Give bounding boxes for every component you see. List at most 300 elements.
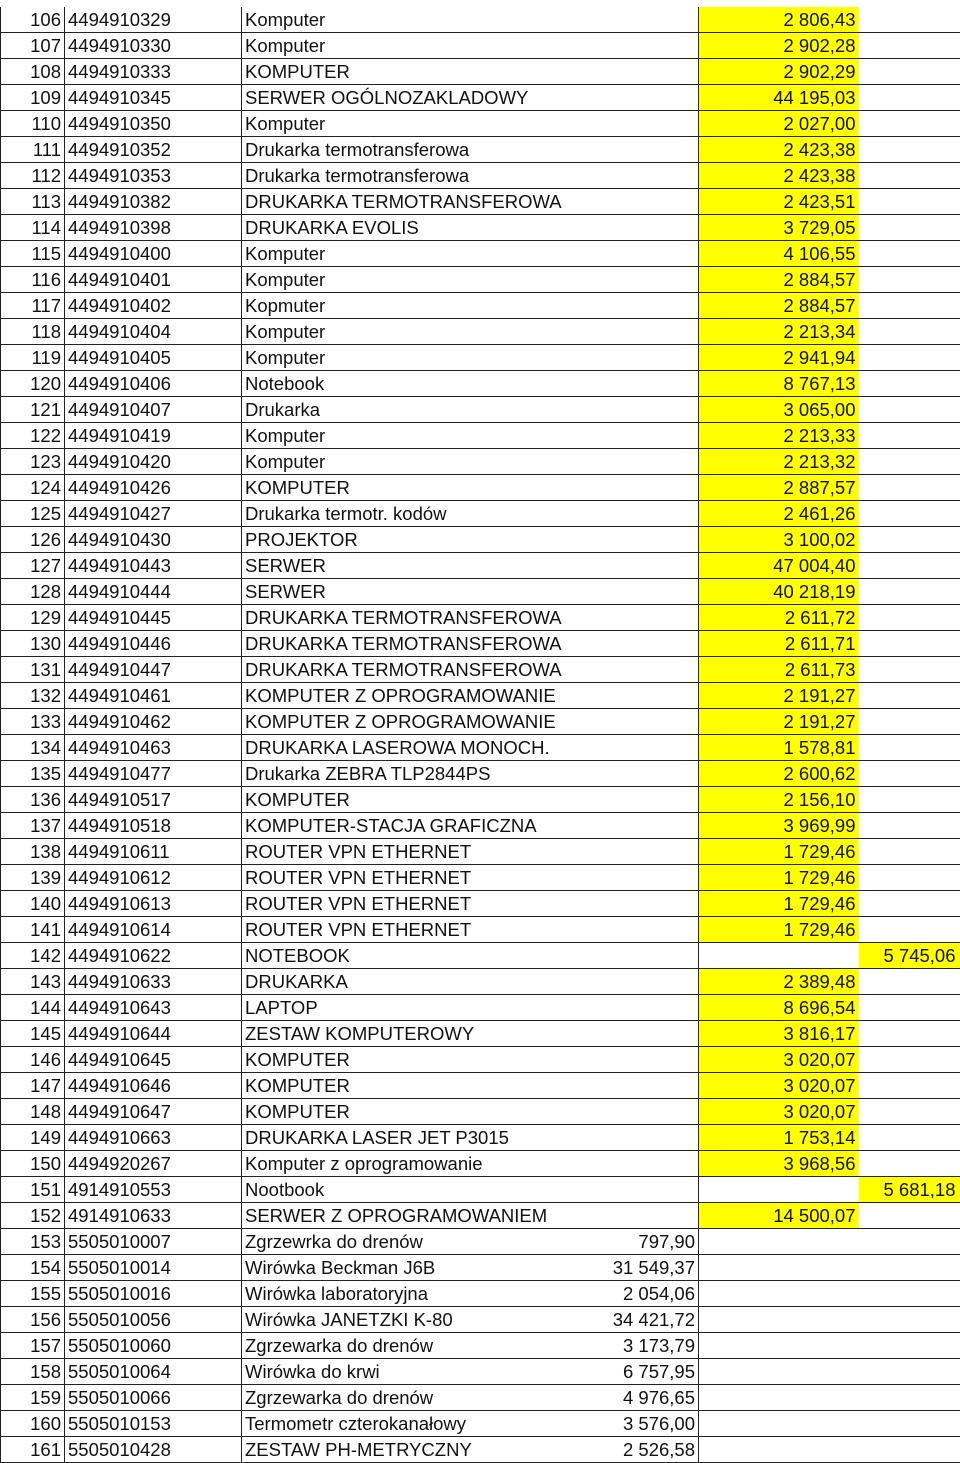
- value-cell-2[interactable]: 3 100,02: [699, 527, 859, 553]
- value-cell-2[interactable]: 2 902,28: [699, 33, 859, 59]
- row-number-cell[interactable]: 125: [1, 501, 65, 527]
- value-cell-3[interactable]: [859, 1333, 960, 1359]
- value-cell-2[interactable]: 2 611,71: [699, 631, 859, 657]
- value-cell-1[interactable]: [604, 1047, 699, 1073]
- asset-code-cell[interactable]: 5505010056: [65, 1307, 242, 1333]
- value-cell-2[interactable]: [699, 1411, 859, 1437]
- asset-code-cell[interactable]: 4494910402: [65, 293, 242, 319]
- asset-code-cell[interactable]: 4494910430: [65, 527, 242, 553]
- asset-code-cell[interactable]: 4494910400: [65, 241, 242, 267]
- row-number-cell[interactable]: 131: [1, 657, 65, 683]
- asset-code-cell[interactable]: 5505010016: [65, 1281, 242, 1307]
- value-cell-3[interactable]: [859, 1437, 960, 1463]
- value-cell-3[interactable]: [859, 527, 960, 553]
- value-cell-3[interactable]: [859, 735, 960, 761]
- value-cell-3[interactable]: [859, 1281, 960, 1307]
- asset-code-cell[interactable]: 4494910350: [65, 111, 242, 137]
- value-cell-1[interactable]: [604, 709, 699, 735]
- value-cell-2[interactable]: 3 020,07: [699, 1099, 859, 1125]
- asset-name-cell[interactable]: Drukarka termotransferowa: [242, 163, 604, 189]
- asset-name-cell[interactable]: KOMPUTER: [242, 787, 604, 813]
- asset-name-cell[interactable]: KOMPUTER: [242, 475, 604, 501]
- row-number-cell[interactable]: 152: [1, 1203, 65, 1229]
- asset-code-cell[interactable]: 4494910444: [65, 579, 242, 605]
- value-cell-3[interactable]: [859, 787, 960, 813]
- asset-name-cell[interactable]: Komputer: [242, 111, 604, 137]
- value-cell-3[interactable]: [859, 241, 960, 267]
- asset-code-cell[interactable]: 4494910382: [65, 189, 242, 215]
- row-number-cell[interactable]: 107: [1, 33, 65, 59]
- asset-code-cell[interactable]: 4494910352: [65, 137, 242, 163]
- value-cell-1[interactable]: [604, 267, 699, 293]
- value-cell-1[interactable]: [604, 683, 699, 709]
- value-cell-2[interactable]: 2 423,38: [699, 163, 859, 189]
- value-cell-1[interactable]: [604, 345, 699, 371]
- value-cell-2[interactable]: 1 729,46: [699, 839, 859, 865]
- value-cell-3[interactable]: [859, 293, 960, 319]
- asset-name-cell[interactable]: ROUTER VPN ETHERNET: [242, 891, 604, 917]
- value-cell-3[interactable]: [859, 761, 960, 787]
- row-number-cell[interactable]: 138: [1, 839, 65, 865]
- asset-code-cell[interactable]: 4494910613: [65, 891, 242, 917]
- value-cell-1[interactable]: [604, 1177, 699, 1203]
- value-cell-1[interactable]: [604, 293, 699, 319]
- asset-name-cell[interactable]: ROUTER VPN ETHERNET: [242, 839, 604, 865]
- value-cell-2[interactable]: 2 941,94: [699, 345, 859, 371]
- value-cell-2[interactable]: 1 729,46: [699, 865, 859, 891]
- value-cell-2[interactable]: 3 020,07: [699, 1073, 859, 1099]
- value-cell-3[interactable]: [859, 709, 960, 735]
- value-cell-1[interactable]: [604, 943, 699, 969]
- value-cell-1[interactable]: [604, 501, 699, 527]
- asset-code-cell[interactable]: 4494910401: [65, 267, 242, 293]
- asset-code-cell[interactable]: 4494910643: [65, 995, 242, 1021]
- asset-name-cell[interactable]: KOMPUTER: [242, 1099, 604, 1125]
- row-number-cell[interactable]: 148: [1, 1099, 65, 1125]
- value-cell-2[interactable]: 8 696,54: [699, 995, 859, 1021]
- value-cell-2[interactable]: [699, 1437, 859, 1463]
- asset-code-cell[interactable]: 5505010066: [65, 1385, 242, 1411]
- asset-name-cell[interactable]: KOMPUTER Z OPROGRAMOWANIE: [242, 683, 604, 709]
- value-cell-2[interactable]: 2 423,38: [699, 137, 859, 163]
- row-number-cell[interactable]: 153: [1, 1229, 65, 1255]
- value-cell-3[interactable]: [859, 163, 960, 189]
- value-cell-3[interactable]: [859, 1359, 960, 1385]
- row-number-cell[interactable]: 145: [1, 1021, 65, 1047]
- asset-name-cell[interactable]: DRUKARKA TERMOTRANSFEROWA: [242, 657, 604, 683]
- value-cell-2[interactable]: 3 968,56: [699, 1151, 859, 1177]
- value-cell-1[interactable]: [604, 1021, 699, 1047]
- value-cell-1[interactable]: [604, 371, 699, 397]
- asset-name-cell[interactable]: DRUKARKA: [242, 969, 604, 995]
- value-cell-3[interactable]: 5 681,18: [859, 1177, 960, 1203]
- asset-code-cell[interactable]: 4494910353: [65, 163, 242, 189]
- asset-name-cell[interactable]: KOMPUTER-STACJA GRAFICZNA: [242, 813, 604, 839]
- value-cell-2[interactable]: [699, 1333, 859, 1359]
- value-cell-3[interactable]: [859, 111, 960, 137]
- value-cell-3[interactable]: [859, 423, 960, 449]
- row-number-cell[interactable]: 111: [1, 137, 65, 163]
- asset-code-cell[interactable]: 5505010007: [65, 1229, 242, 1255]
- row-number-cell[interactable]: 161: [1, 1437, 65, 1463]
- asset-name-cell[interactable]: DRUKARKA LASER JET P3015: [242, 1125, 604, 1151]
- asset-name-cell[interactable]: Zgrzewarka do drenów: [242, 1385, 604, 1411]
- row-number-cell[interactable]: 143: [1, 969, 65, 995]
- row-number-cell[interactable]: 149: [1, 1125, 65, 1151]
- value-cell-3[interactable]: [859, 501, 960, 527]
- value-cell-2[interactable]: 1 753,14: [699, 1125, 859, 1151]
- value-cell-1[interactable]: [604, 839, 699, 865]
- asset-code-cell[interactable]: 4494910517: [65, 787, 242, 813]
- asset-code-cell[interactable]: 4494910333: [65, 59, 242, 85]
- value-cell-1[interactable]: 6 757,95: [604, 1359, 699, 1385]
- asset-name-cell[interactable]: SERWER: [242, 553, 604, 579]
- asset-name-cell[interactable]: LAPTOP: [242, 995, 604, 1021]
- asset-code-cell[interactable]: 4494920267: [65, 1151, 242, 1177]
- asset-code-cell[interactable]: 4494910644: [65, 1021, 242, 1047]
- row-number-cell[interactable]: 126: [1, 527, 65, 553]
- asset-name-cell[interactable]: KOMPUTER Z OPROGRAMOWANIE: [242, 709, 604, 735]
- value-cell-3[interactable]: [859, 345, 960, 371]
- row-number-cell[interactable]: 133: [1, 709, 65, 735]
- value-cell-2[interactable]: 3 969,99: [699, 813, 859, 839]
- asset-name-cell[interactable]: SERWER: [242, 579, 604, 605]
- row-number-cell[interactable]: 135: [1, 761, 65, 787]
- value-cell-3[interactable]: [859, 137, 960, 163]
- row-number-cell[interactable]: 123: [1, 449, 65, 475]
- value-cell-2[interactable]: [699, 1385, 859, 1411]
- value-cell-1[interactable]: [604, 85, 699, 111]
- value-cell-1[interactable]: [604, 1073, 699, 1099]
- asset-name-cell[interactable]: Kopmuter: [242, 293, 604, 319]
- value-cell-1[interactable]: [604, 969, 699, 995]
- asset-name-cell[interactable]: Komputer: [242, 423, 604, 449]
- value-cell-3[interactable]: 5 745,06: [859, 943, 960, 969]
- row-number-cell[interactable]: 118: [1, 319, 65, 345]
- value-cell-3[interactable]: [859, 553, 960, 579]
- value-cell-1[interactable]: [604, 1099, 699, 1125]
- asset-code-cell[interactable]: 4494910406: [65, 371, 242, 397]
- row-number-cell[interactable]: 151: [1, 1177, 65, 1203]
- value-cell-1[interactable]: [604, 319, 699, 345]
- asset-code-cell[interactable]: 4494910420: [65, 449, 242, 475]
- value-cell-2[interactable]: 14 500,07: [699, 1203, 859, 1229]
- value-cell-2[interactable]: [699, 1255, 859, 1281]
- asset-code-cell[interactable]: 4494910445: [65, 605, 242, 631]
- value-cell-2[interactable]: 8 767,13: [699, 371, 859, 397]
- asset-code-cell[interactable]: 4494910633: [65, 969, 242, 995]
- asset-code-cell[interactable]: 4494910612: [65, 865, 242, 891]
- asset-code-cell[interactable]: 4494910646: [65, 1073, 242, 1099]
- value-cell-3[interactable]: [859, 371, 960, 397]
- row-number-cell[interactable]: 157: [1, 1333, 65, 1359]
- value-cell-3[interactable]: [859, 1047, 960, 1073]
- asset-code-cell[interactable]: 4494910645: [65, 1047, 242, 1073]
- asset-name-cell[interactable]: Wirówka JANETZKI K-80: [242, 1307, 604, 1333]
- asset-name-cell[interactable]: Zgrzewrka do drenów: [242, 1229, 604, 1255]
- asset-code-cell[interactable]: 5505010428: [65, 1437, 242, 1463]
- value-cell-1[interactable]: [604, 33, 699, 59]
- asset-code-cell[interactable]: 4494910461: [65, 683, 242, 709]
- asset-code-cell[interactable]: 4494910443: [65, 553, 242, 579]
- value-cell-1[interactable]: 31 549,37: [604, 1255, 699, 1281]
- value-cell-3[interactable]: [859, 1073, 960, 1099]
- value-cell-2[interactable]: 2 213,33: [699, 423, 859, 449]
- value-cell-1[interactable]: [604, 215, 699, 241]
- row-number-cell[interactable]: 119: [1, 345, 65, 371]
- value-cell-3[interactable]: [859, 397, 960, 423]
- asset-code-cell[interactable]: 4494910407: [65, 397, 242, 423]
- value-cell-3[interactable]: [859, 85, 960, 111]
- asset-name-cell[interactable]: Komputer: [242, 345, 604, 371]
- value-cell-2[interactable]: 2 027,00: [699, 111, 859, 137]
- value-cell-3[interactable]: [859, 1021, 960, 1047]
- value-cell-2[interactable]: 1 729,46: [699, 917, 859, 943]
- asset-code-cell[interactable]: 4494910419: [65, 423, 242, 449]
- row-number-cell[interactable]: 160: [1, 1411, 65, 1437]
- row-number-cell[interactable]: 127: [1, 553, 65, 579]
- value-cell-2[interactable]: 2 461,26: [699, 501, 859, 527]
- asset-code-cell[interactable]: 4914910553: [65, 1177, 242, 1203]
- value-cell-3[interactable]: [859, 631, 960, 657]
- asset-name-cell[interactable]: Notebook: [242, 371, 604, 397]
- value-cell-3[interactable]: [859, 683, 960, 709]
- value-cell-2[interactable]: 47 004,40: [699, 553, 859, 579]
- value-cell-2[interactable]: 2 611,73: [699, 657, 859, 683]
- value-cell-2[interactable]: 2 884,57: [699, 293, 859, 319]
- value-cell-3[interactable]: [859, 215, 960, 241]
- asset-name-cell[interactable]: Komputer: [242, 449, 604, 475]
- row-number-cell[interactable]: 154: [1, 1255, 65, 1281]
- asset-code-cell[interactable]: 5505010014: [65, 1255, 242, 1281]
- row-number-cell[interactable]: 144: [1, 995, 65, 1021]
- row-number-cell[interactable]: 136: [1, 787, 65, 813]
- row-number-cell[interactable]: 117: [1, 293, 65, 319]
- row-number-cell[interactable]: 132: [1, 683, 65, 709]
- asset-name-cell[interactable]: KOMPUTER: [242, 1073, 604, 1099]
- value-cell-1[interactable]: [604, 111, 699, 137]
- asset-code-cell[interactable]: 4494910663: [65, 1125, 242, 1151]
- row-number-cell[interactable]: 121: [1, 397, 65, 423]
- row-number-cell[interactable]: 146: [1, 1047, 65, 1073]
- value-cell-2[interactable]: 4 106,55: [699, 241, 859, 267]
- value-cell-1[interactable]: [604, 995, 699, 1021]
- row-number-cell[interactable]: 159: [1, 1385, 65, 1411]
- value-cell-1[interactable]: [604, 527, 699, 553]
- asset-name-cell[interactable]: Drukarka termotransferowa: [242, 137, 604, 163]
- row-number-cell[interactable]: 114: [1, 215, 65, 241]
- asset-name-cell[interactable]: ROUTER VPN ETHERNET: [242, 865, 604, 891]
- value-cell-1[interactable]: [604, 397, 699, 423]
- value-cell-2[interactable]: 1 578,81: [699, 735, 859, 761]
- row-number-cell[interactable]: 156: [1, 1307, 65, 1333]
- row-number-cell[interactable]: 109: [1, 85, 65, 111]
- asset-code-cell[interactable]: 5505010153: [65, 1411, 242, 1437]
- row-number-cell[interactable]: 134: [1, 735, 65, 761]
- asset-code-cell[interactable]: 4914910633: [65, 1203, 242, 1229]
- value-cell-3[interactable]: [859, 59, 960, 85]
- asset-code-cell[interactable]: 4494910462: [65, 709, 242, 735]
- value-cell-3[interactable]: [859, 605, 960, 631]
- asset-name-cell[interactable]: NOTEBOOK: [242, 943, 604, 969]
- value-cell-1[interactable]: [604, 423, 699, 449]
- value-cell-1[interactable]: [604, 605, 699, 631]
- asset-code-cell[interactable]: 4494910345: [65, 85, 242, 111]
- value-cell-3[interactable]: [859, 1385, 960, 1411]
- asset-name-cell[interactable]: DRUKARKA TERMOTRANSFEROWA: [242, 605, 604, 631]
- value-cell-3[interactable]: [859, 917, 960, 943]
- asset-name-cell[interactable]: ROUTER VPN ETHERNET: [242, 917, 604, 943]
- value-cell-2[interactable]: 2 902,29: [699, 59, 859, 85]
- value-cell-1[interactable]: [604, 891, 699, 917]
- asset-code-cell[interactable]: 4494910477: [65, 761, 242, 787]
- value-cell-3[interactable]: [859, 475, 960, 501]
- asset-code-cell[interactable]: 4494910329: [65, 7, 242, 33]
- asset-code-cell[interactable]: 4494910611: [65, 839, 242, 865]
- asset-name-cell[interactable]: DRUKARKA TERMOTRANSFEROWA: [242, 631, 604, 657]
- value-cell-3[interactable]: [859, 267, 960, 293]
- asset-code-cell[interactable]: 4494910647: [65, 1099, 242, 1125]
- value-cell-2[interactable]: 2 191,27: [699, 683, 859, 709]
- row-number-cell[interactable]: 139: [1, 865, 65, 891]
- value-cell-3[interactable]: [859, 1125, 960, 1151]
- value-cell-3[interactable]: [859, 33, 960, 59]
- value-cell-1[interactable]: 3 576,00: [604, 1411, 699, 1437]
- value-cell-1[interactable]: 2 526,58: [604, 1437, 699, 1463]
- value-cell-3[interactable]: [859, 1229, 960, 1255]
- value-cell-3[interactable]: [859, 579, 960, 605]
- value-cell-1[interactable]: [604, 1203, 699, 1229]
- value-cell-1[interactable]: 34 421,72: [604, 1307, 699, 1333]
- row-number-cell[interactable]: 112: [1, 163, 65, 189]
- asset-code-cell[interactable]: 5505010064: [65, 1359, 242, 1385]
- row-number-cell[interactable]: 115: [1, 241, 65, 267]
- value-cell-1[interactable]: [604, 917, 699, 943]
- value-cell-1[interactable]: [604, 449, 699, 475]
- value-cell-2[interactable]: 44 195,03: [699, 85, 859, 111]
- value-cell-1[interactable]: [604, 631, 699, 657]
- row-number-cell[interactable]: 155: [1, 1281, 65, 1307]
- row-number-cell[interactable]: 150: [1, 1151, 65, 1177]
- asset-code-cell[interactable]: 4494910447: [65, 657, 242, 683]
- value-cell-2[interactable]: 3 729,05: [699, 215, 859, 241]
- value-cell-1[interactable]: [604, 787, 699, 813]
- asset-code-cell[interactable]: 4494910398: [65, 215, 242, 241]
- value-cell-3[interactable]: [859, 657, 960, 683]
- value-cell-1[interactable]: [604, 1151, 699, 1177]
- value-cell-2[interactable]: 2 884,57: [699, 267, 859, 293]
- asset-name-cell[interactable]: Wirówka laboratoryjna: [242, 1281, 604, 1307]
- asset-code-cell[interactable]: 4494910330: [65, 33, 242, 59]
- value-cell-3[interactable]: [859, 189, 960, 215]
- value-cell-2[interactable]: [699, 1359, 859, 1385]
- value-cell-2[interactable]: 2 156,10: [699, 787, 859, 813]
- asset-name-cell[interactable]: KOMPUTER: [242, 59, 604, 85]
- row-number-cell[interactable]: 124: [1, 475, 65, 501]
- asset-name-cell[interactable]: Drukarka termotr. kodów: [242, 501, 604, 527]
- asset-name-cell[interactable]: DRUKARKA EVOLIS: [242, 215, 604, 241]
- value-cell-2[interactable]: 2 213,32: [699, 449, 859, 475]
- row-number-cell[interactable]: 142: [1, 943, 65, 969]
- value-cell-2[interactable]: 2 806,43: [699, 7, 859, 33]
- row-number-cell[interactable]: 113: [1, 189, 65, 215]
- asset-name-cell[interactable]: Komputer: [242, 241, 604, 267]
- asset-name-cell[interactable]: Termometr czterokanałowy: [242, 1411, 604, 1437]
- value-cell-1[interactable]: [604, 7, 699, 33]
- value-cell-2[interactable]: 2 389,48: [699, 969, 859, 995]
- value-cell-1[interactable]: [604, 189, 699, 215]
- value-cell-1[interactable]: 797,90: [604, 1229, 699, 1255]
- row-number-cell[interactable]: 116: [1, 267, 65, 293]
- asset-code-cell[interactable]: 4494910463: [65, 735, 242, 761]
- row-number-cell[interactable]: 130: [1, 631, 65, 657]
- asset-code-cell[interactable]: 4494910446: [65, 631, 242, 657]
- asset-name-cell[interactable]: Komputer: [242, 7, 604, 33]
- value-cell-1[interactable]: 4 976,65: [604, 1385, 699, 1411]
- value-cell-3[interactable]: [859, 1255, 960, 1281]
- value-cell-1[interactable]: [604, 1125, 699, 1151]
- value-cell-2[interactable]: 2 191,27: [699, 709, 859, 735]
- asset-code-cell[interactable]: 4494910622: [65, 943, 242, 969]
- value-cell-2[interactable]: 2 611,72: [699, 605, 859, 631]
- asset-code-cell[interactable]: 4494910404: [65, 319, 242, 345]
- asset-code-cell[interactable]: 5505010060: [65, 1333, 242, 1359]
- row-number-cell[interactable]: 147: [1, 1073, 65, 1099]
- value-cell-1[interactable]: [604, 813, 699, 839]
- row-number-cell[interactable]: 122: [1, 423, 65, 449]
- asset-code-cell[interactable]: 4494910614: [65, 917, 242, 943]
- asset-name-cell[interactable]: Wirówka do krwi: [242, 1359, 604, 1385]
- value-cell-3[interactable]: [859, 1151, 960, 1177]
- asset-name-cell[interactable]: SERWER Z OPROGRAMOWANIEM: [242, 1203, 604, 1229]
- value-cell-1[interactable]: 2 054,06: [604, 1281, 699, 1307]
- asset-code-cell[interactable]: 4494910426: [65, 475, 242, 501]
- value-cell-2[interactable]: 2 213,34: [699, 319, 859, 345]
- asset-name-cell[interactable]: PROJEKTOR: [242, 527, 604, 553]
- value-cell-2[interactable]: [699, 1229, 859, 1255]
- row-number-cell[interactable]: 129: [1, 605, 65, 631]
- asset-name-cell[interactable]: KOMPUTER: [242, 1047, 604, 1073]
- value-cell-1[interactable]: 3 173,79: [604, 1333, 699, 1359]
- value-cell-2[interactable]: 40 218,19: [699, 579, 859, 605]
- asset-name-cell[interactable]: DRUKARKA TERMOTRANSFEROWA: [242, 189, 604, 215]
- value-cell-3[interactable]: [859, 891, 960, 917]
- value-cell-1[interactable]: [604, 241, 699, 267]
- row-number-cell[interactable]: 120: [1, 371, 65, 397]
- asset-name-cell[interactable]: Drukarka ZEBRA TLP2844PS: [242, 761, 604, 787]
- value-cell-3[interactable]: [859, 969, 960, 995]
- row-number-cell[interactable]: 108: [1, 59, 65, 85]
- row-number-cell[interactable]: 110: [1, 111, 65, 137]
- value-cell-2[interactable]: 3 816,17: [699, 1021, 859, 1047]
- asset-name-cell[interactable]: Komputer: [242, 267, 604, 293]
- row-number-cell[interactable]: 141: [1, 917, 65, 943]
- value-cell-1[interactable]: [604, 657, 699, 683]
- asset-name-cell[interactable]: ZESTAW KOMPUTEROWY: [242, 1021, 604, 1047]
- value-cell-1[interactable]: [604, 761, 699, 787]
- value-cell-2[interactable]: 2 423,51: [699, 189, 859, 215]
- value-cell-1[interactable]: [604, 59, 699, 85]
- row-number-cell[interactable]: 137: [1, 813, 65, 839]
- asset-name-cell[interactable]: Drukarka: [242, 397, 604, 423]
- value-cell-1[interactable]: [604, 865, 699, 891]
- asset-name-cell[interactable]: Komputer z oprogramowanie: [242, 1151, 604, 1177]
- value-cell-2[interactable]: [699, 1177, 859, 1203]
- value-cell-2[interactable]: [699, 1281, 859, 1307]
- value-cell-3[interactable]: [859, 319, 960, 345]
- value-cell-3[interactable]: [859, 1411, 960, 1437]
- value-cell-2[interactable]: 2 600,62: [699, 761, 859, 787]
